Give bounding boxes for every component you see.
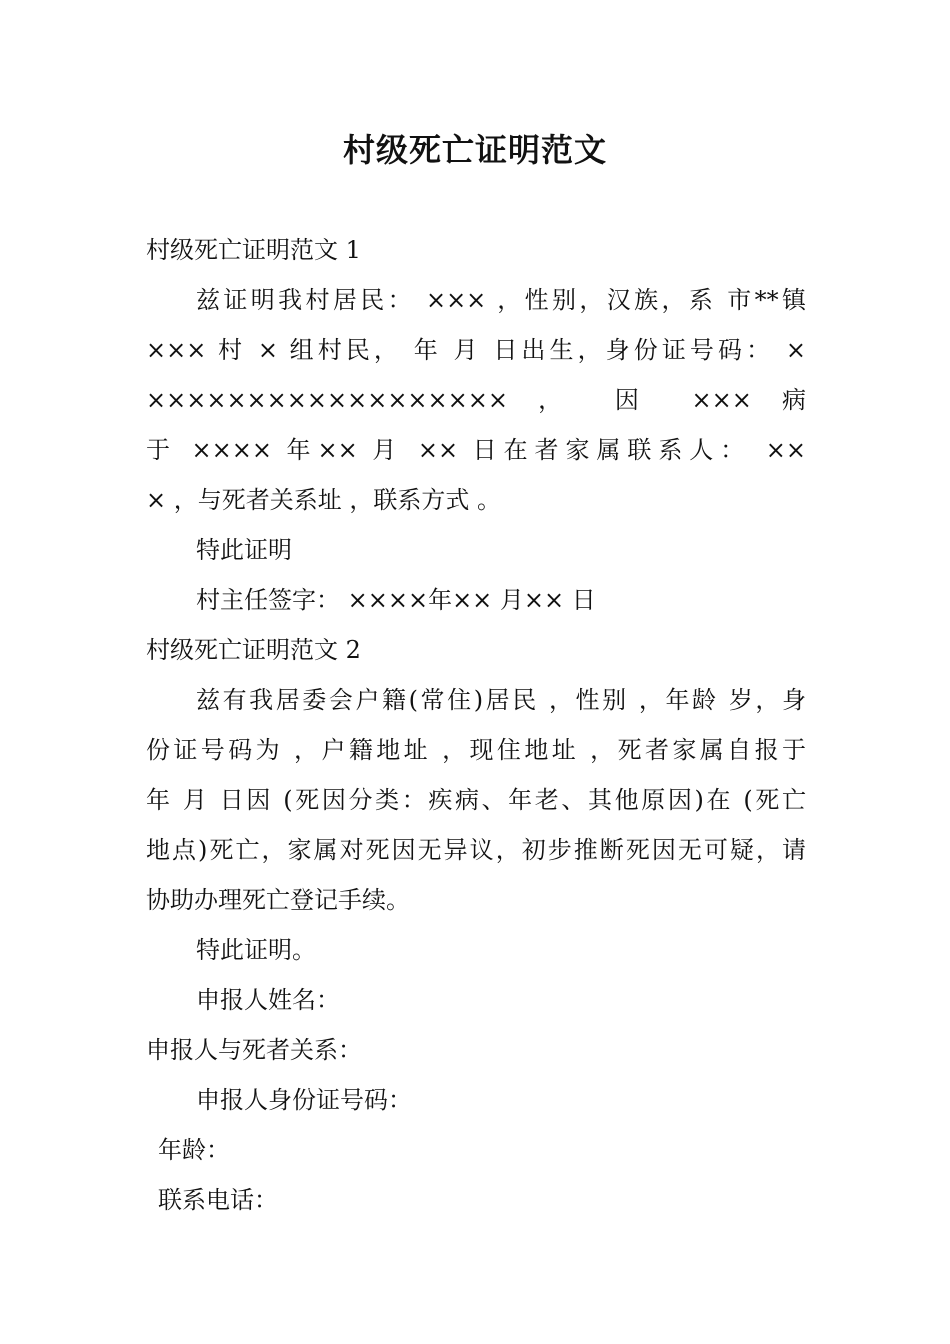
paragraph-text: 年 月 日因 (死因分类：疾病、年老、其他原因)在 (死亡 <box>146 786 806 814</box>
section1-paragraph-line <box>146 275 806 325</box>
paragraph-text: 于 ×××× 年×× 月 ×× 日在者家属联系人： ×× <box>146 436 806 464</box>
section2-paragraph-line <box>146 675 806 725</box>
section2-closing: 特此证明。 <box>196 936 316 964</box>
paragraph-text: 兹证明我村居民： ××× ，性别，汉族，系 市**镇 <box>196 286 806 314</box>
section1-paragraph-line <box>146 325 806 375</box>
applicant-name-field: 申报人姓名： <box>196 986 340 1014</box>
section2-paragraph-line <box>146 775 806 825</box>
paragraph-text: ×××××××××××××××××× ， 因 ××× 病 <box>146 386 806 414</box>
section2-paragraph-line <box>146 825 806 875</box>
section1-paragraph-line <box>146 375 806 425</box>
section1-signature: 村主任签字： ××××年×× 月×× 日 <box>196 586 596 614</box>
age-field: 年龄： <box>158 1136 230 1164</box>
paragraph-text: ××× 村 × 组村民， 年 月 日出生，身份证号码： × <box>146 336 806 364</box>
section1-paragraph-line: × ，与死者关系址 ，联系方式 。 <box>146 486 501 514</box>
applicant-relation-field: 申报人与死者关系： <box>146 1036 362 1064</box>
paragraph-text: 地点)死亡，家属对死因无异议，初步推断死因无可疑，请 <box>146 836 806 864</box>
applicant-id-field: 申报人身份证号码： <box>196 1086 412 1114</box>
section1-closing: 特此证明 <box>196 536 292 564</box>
document-body <box>146 225 806 1225</box>
section1-heading: 村级死亡证明范文 1 <box>146 236 361 264</box>
section2-paragraph-line: 协助办理死亡登记手续。 <box>146 886 410 914</box>
section2-heading: 村级死亡证明范文 2 <box>146 636 361 664</box>
section2-paragraph-line <box>146 725 806 775</box>
section1-paragraph-line <box>146 425 806 475</box>
phone-field: 联系电话： <box>158 1186 278 1214</box>
document-title: 村级死亡证明范文 <box>342 131 607 169</box>
paragraph-text: 兹有我居委会户籍(常住)居民 ，性别 ，年龄 岁，身 <box>196 686 806 714</box>
paragraph-text: 份证号码为 ，户籍地址 ，现住地址 ，死者家属自报于 <box>146 736 806 764</box>
